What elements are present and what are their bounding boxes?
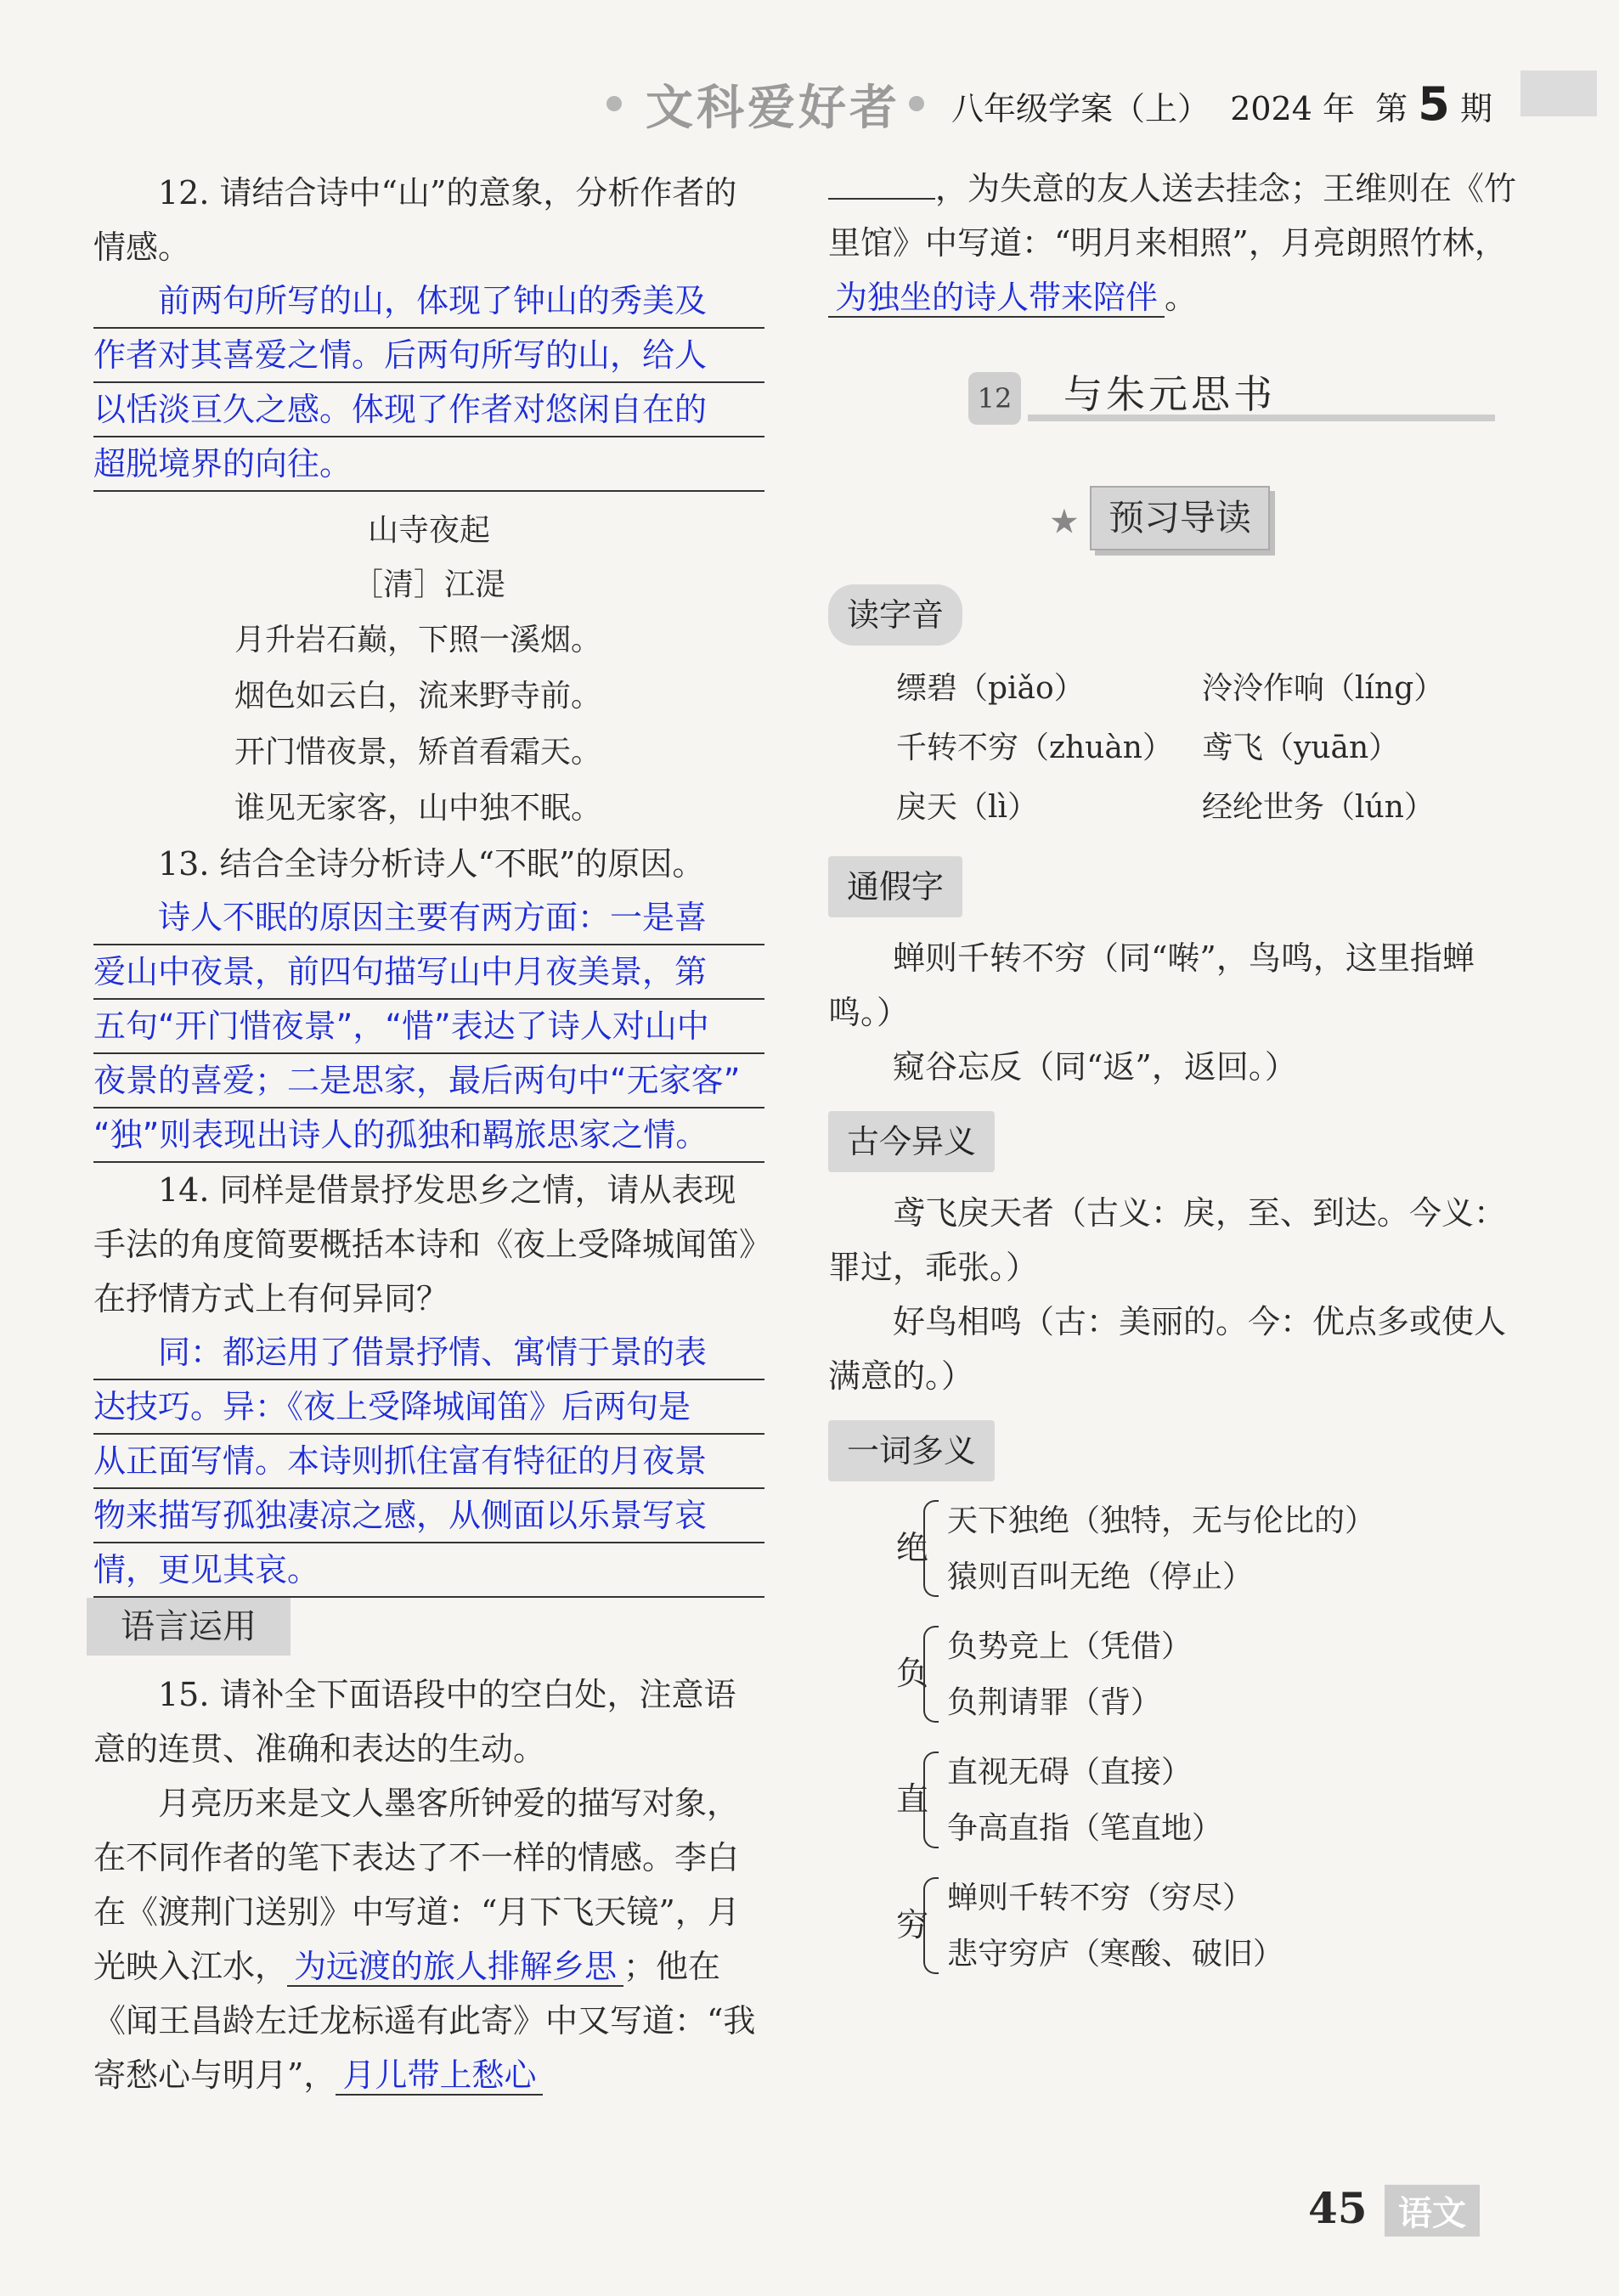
tag-polysemy: 一词多义: [828, 1420, 995, 1481]
lesson-number: 12: [968, 372, 1021, 425]
brand-logo: 文科爱好者: [646, 81, 900, 136]
pronunciation-list: 缥碧（piǎo） 泠泠作响（líng） 千转不穷（zhuàn） 鸢飞（yuān） 戾天（lì） 经纶世务（lún）: [896, 671, 1445, 825]
gujin-list: 鸢飞戾天者（古义：戾，至、到达。今义：罪过，乖张。） 好鸟相鸣（古：美丽的。今：优点多或使人满意的。）: [828, 1194, 1507, 1395]
preview-banner: ★ 预习导读: [1049, 486, 1270, 550]
bullet-icon: [909, 96, 924, 111]
page-header: [595, 64, 1597, 140]
answer-13: 诗人不眠的原因主要有两方面：一是喜 爱山中夜景，前四句描写山中月夜美景，第 五句“开门惜夜景”，“惜”表达了诗人对山中 夜景的喜爱；二是思家，最后两句中“无家客” “独”则表现出诗人的孤独和羁旅思家之情。: [93, 891, 764, 1163]
lesson-title: 12 与朱元思书: [968, 367, 1495, 435]
issue-info: 八年级学案（上） 2024 年 第 5 期: [951, 77, 1492, 131]
poem-body: 月升岩石巅，下照一溪烟。 烟色如云白，流来野寺前。 开门惜夜景，矫首看霜天。 谁见无家客，山中独不眠。: [234, 623, 602, 826]
blank-line: [828, 198, 935, 200]
section-tag-language-use: 语言运用: [87, 1598, 291, 1656]
right-column: [828, 161, 1516, 1989]
tag-pronunciation: 读字音: [828, 584, 962, 646]
fill-blank-3: 为独坐的诗人带来陪伴: [828, 279, 1165, 318]
subject-badge: 语文: [1385, 2185, 1480, 2237]
header-corner-block: [1520, 71, 1597, 116]
star-icon: ★: [1049, 502, 1080, 542]
passage-continued: ，为失意的友人送去挂念；王维则在《竹里馆》中写道：“明月来相照”，月亮朗照竹林，为独坐的诗人带来陪伴 。: [828, 170, 1517, 316]
tag-gujin: 古今异义: [828, 1111, 995, 1172]
polysemy-list: 绝 天下独绝（独特，无与伦比的） 猿则百叫无绝（停止） 负 负势竞上（凭借） 负荆请罪（背） 直 直视无碍（直接） 争高直指（笔直地） 穷 蝉则千转不穷（穷尽） 悲守穷庐（寒酸、破旧）: [828, 1493, 1516, 1989]
question-15-passage: 月亮历来是文人墨客所钟爱的描写对象，在不同作者的笔下表达了不一样的情感。李白在《渡荆门送别》中写道：“月下飞天镜”，月光映入江水， 为远渡的旅人排解乡思 ；他在《闻王昌龄左迁龙标遥有此寄》中又写道：“我寄愁心与明月”， 月儿带上愁心: [93, 1785, 756, 2094]
tag-tongjia: 通假字: [828, 856, 962, 917]
question-14: 14. 同样是借景抒发思乡之情，请从表现手法的角度简要概括本诗和《夜上受降城闻笛》在抒情方式上有何异同？: [93, 1171, 756, 1317]
fill-blank-2: 月儿带上愁心: [336, 2056, 543, 2096]
tongjia-list: 蝉则千转不穷（同“啭”，鸟鸣，这里指蝉鸣。） 窥谷忘反（同“返”，返回。）: [828, 939, 1475, 1086]
poem-author: ［清］江湜: [352, 567, 505, 602]
question-12: 12. 请结合诗中“山”的意象，分析作者的情感。: [93, 174, 737, 266]
page-number: 45: [1308, 2183, 1368, 2233]
poem-title: 山寺夜起: [367, 513, 490, 548]
issue-number: 5: [1418, 77, 1450, 131]
question-13: 13. 结合全诗分析诗人“不眠”的原因。: [158, 845, 705, 883]
answer-14: 同：都运用了借景抒情、寓情于景的表 达技巧。异：《夜上受降城闻笛》后两句是 从正面写情。本诗则抓住富有特征的月夜景 物来描写孤独凄凉之感，从侧面以乐景写哀 情，更见其哀。: [93, 1326, 764, 1598]
fill-blank-1: 为远渡的旅人排解乡思: [287, 1948, 623, 1987]
left-column: [93, 166, 764, 2102]
bullet-icon: [606, 96, 622, 111]
question-15: 15. 请补全下面语段中的空白处，注意语意的连贯、准确和表达的生动。: [93, 1676, 736, 1768]
answer-12: 前两句所写的山，体现了钟山的秀美及 作者对其喜爱之情。后两句所写的山，给人 以恬淡亘久之感。体现了作者对悠闲自在的 超脱境界的向往。: [93, 274, 764, 492]
